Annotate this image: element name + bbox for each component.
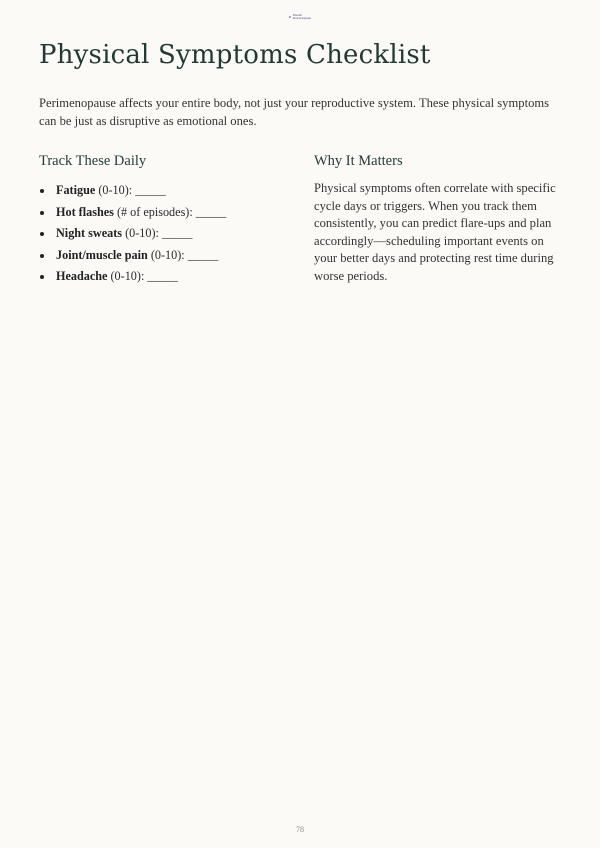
- symptom-detail: (0-10): _____: [107, 269, 178, 283]
- logo-wordmark: [293, 14, 311, 20]
- symptom-list: [39, 180, 289, 288]
- symptom-name: Headache: [56, 269, 108, 283]
- list-item: [39, 223, 289, 245]
- track-column: [39, 152, 289, 288]
- bullet-icon: [40, 254, 44, 258]
- brand-logo: [289, 11, 311, 23]
- symptom-name: Night sweats: [56, 226, 123, 240]
- symptom-name: Joint/muscle pain: [56, 247, 148, 262]
- logo-text-line2: Perimenopause: [292, 17, 311, 20]
- why-paragraph: Physical symptoms often correlate with specific cycle days or triggers. When you track them consistently, you can predict flare-ups and plan accordingly—scheduling important events on your better days and protecting rest time during worse periods.: [314, 181, 556, 283]
- bullet-icon: [40, 189, 44, 193]
- symptom-detail: (0-10): _____: [147, 247, 219, 262]
- symptom-detail: (0-10): _____: [122, 226, 193, 240]
- track-heading: Track These Daily: [39, 153, 147, 169]
- page-title: Physical Symptoms Checklist: [39, 40, 431, 70]
- bullet-icon: [40, 211, 44, 215]
- leaf-icon: [289, 14, 291, 20]
- why-column: [314, 152, 566, 286]
- page-number: 78: [296, 825, 304, 834]
- logo-text-line1: Flourish: [292, 14, 303, 17]
- bullet-icon: [40, 232, 44, 236]
- symptom-detail: (# of episodes): _____: [113, 204, 227, 219]
- list-item: [39, 180, 289, 202]
- symptom-detail: (0-10): _____: [95, 183, 166, 197]
- bullet-icon: [40, 275, 44, 279]
- symptom-name: Fatigue: [56, 183, 96, 197]
- intro-paragraph: Perimenopause affects your entire body, not just your reproductive system. These physical symptoms can be just as disruptive as emotional ones.: [39, 96, 550, 128]
- list-item: [39, 245, 289, 267]
- symptom-name: Hot flashes: [56, 204, 114, 219]
- list-item: [39, 202, 289, 224]
- list-item: [39, 266, 289, 288]
- why-heading: Why It Matters: [314, 153, 403, 169]
